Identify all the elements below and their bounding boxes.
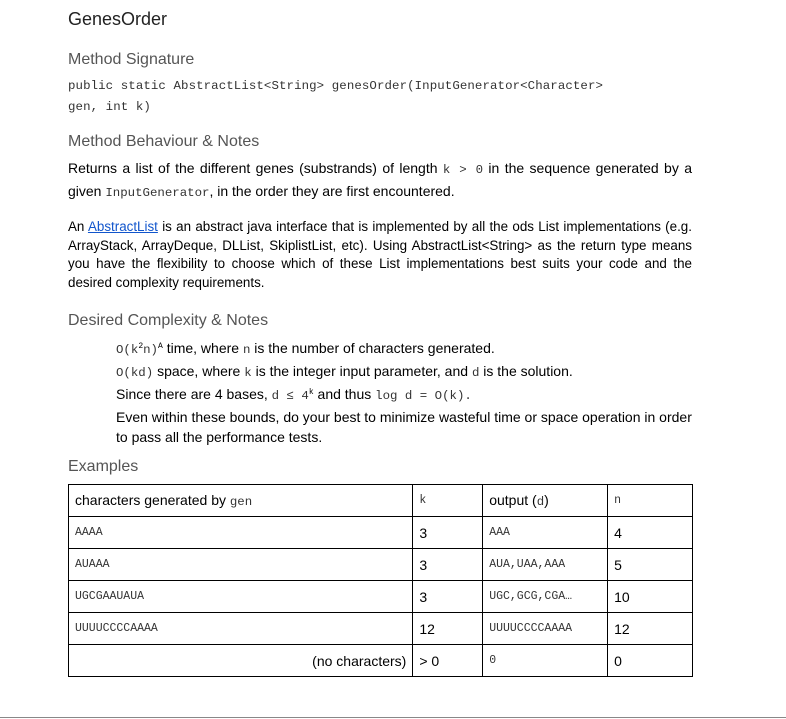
sup: 2: [138, 342, 144, 351]
text: Returns a list of the different genes (substrands) of length: [68, 160, 443, 176]
complexity-time: [116, 337, 692, 361]
table-row: [69, 517, 693, 549]
signature-line-2: gen, int k): [68, 100, 151, 114]
text: characters generated by: [75, 492, 230, 508]
cell-output: 0: [483, 645, 608, 677]
code: O(kd): [116, 365, 154, 380]
code: log d = O(k).: [375, 389, 472, 403]
cell-n: 4: [608, 517, 693, 549]
cell-output: AAA: [483, 517, 608, 549]
table-row: [69, 645, 693, 677]
code: n): [143, 343, 158, 357]
cell-n: 5: [608, 549, 693, 581]
behaviour-paragraph-1: [68, 158, 692, 204]
table-header-row: [69, 485, 693, 517]
text: is an abstract java interface that is implemented by all the ods List implementations (e.g. ArrayStack, ArrayDeque, DLList, SkiplistList, etc). Using AbstractList<String> as the return type means you have the flexibility to choose which of these List implementations best suits your code and the desired complexity requirements.: [68, 219, 692, 291]
section-heading-complexity: Desired Complexity & Notes: [68, 312, 269, 329]
text: Since there are 4 bases,: [116, 386, 272, 402]
abstractlist-link[interactable]: AbstractList: [87, 219, 158, 234]
method-signature: [68, 75, 692, 117]
code: gen: [229, 495, 253, 509]
complexity-bases: [116, 383, 692, 407]
cell-k: 3: [413, 517, 483, 549]
code-k: k > 0: [442, 163, 484, 177]
cell-k: > 0: [413, 645, 483, 677]
table-row: [69, 581, 693, 613]
header-k: k: [413, 485, 483, 517]
header-output: [483, 485, 608, 517]
table-row: [69, 549, 693, 581]
complexity-space: [116, 361, 692, 384]
page-title: GenesOrder: [68, 9, 168, 29]
cell-output: UUUUCCCCAAAA: [483, 613, 608, 645]
cell-chars: (no characters): [69, 645, 413, 677]
section-heading-examples: Examples: [68, 458, 139, 475]
header-chars: [69, 485, 413, 517]
section-heading-signature: Method Signature: [68, 51, 195, 68]
cell-n: 10: [608, 581, 693, 613]
text: output (: [489, 492, 537, 508]
signature-line-1: public static AbstractList<String> genesOrder(InputGenerator<Character>: [68, 79, 604, 93]
complexity-notes: [116, 337, 692, 448]
sup: A: [158, 342, 163, 351]
cell-chars: AAAA: [69, 517, 413, 549]
cell-output: AUA,UAA,AAA: [483, 549, 608, 581]
cell-output: UGC,GCG,CGA…: [483, 581, 608, 613]
cell-k: 3: [413, 549, 483, 581]
examples-table: [68, 484, 693, 677]
text: An: [68, 219, 88, 234]
page-bottom-divider: [0, 717, 786, 718]
header-n: n: [608, 485, 693, 517]
cell-chars: UUUUCCCCAAAA: [69, 613, 413, 645]
code: d ≤ 4: [271, 389, 309, 403]
text: in the sequence generated by a given: [68, 160, 693, 199]
behaviour-paragraph-2: [68, 218, 692, 293]
text: , in the order they are first encountered.: [209, 183, 455, 199]
code: k: [244, 365, 252, 380]
text: ): [544, 492, 549, 508]
code: n: [242, 343, 251, 357]
section-heading-behaviour: Method Behaviour & Notes: [68, 133, 260, 150]
complexity-advice: Even within these bounds, do your best to minimize wasteful time or space operation in order to pass all the performance tests.: [116, 408, 692, 445]
text: time, where: [162, 340, 243, 356]
cell-n: 0: [608, 645, 693, 677]
text: is the integer input parameter, and: [251, 362, 472, 379]
cell-k: 3: [413, 581, 483, 613]
code: d: [471, 365, 480, 380]
sup: k: [308, 388, 314, 397]
code: d: [536, 495, 545, 509]
cell-chars: UGCGAAUAUA: [69, 581, 413, 613]
code-input-generator: InputGenerator: [105, 186, 210, 200]
cell-n: 12: [608, 613, 693, 645]
cell-chars: AUAAA: [69, 549, 413, 581]
text: is the number of characters generated.: [250, 340, 495, 356]
text: and thus: [313, 386, 376, 402]
text: space, where: [153, 362, 245, 379]
text: is the solution.: [479, 362, 573, 379]
cell-k: 12: [413, 613, 483, 645]
table-row: [69, 613, 693, 645]
code: O(k: [116, 343, 139, 357]
